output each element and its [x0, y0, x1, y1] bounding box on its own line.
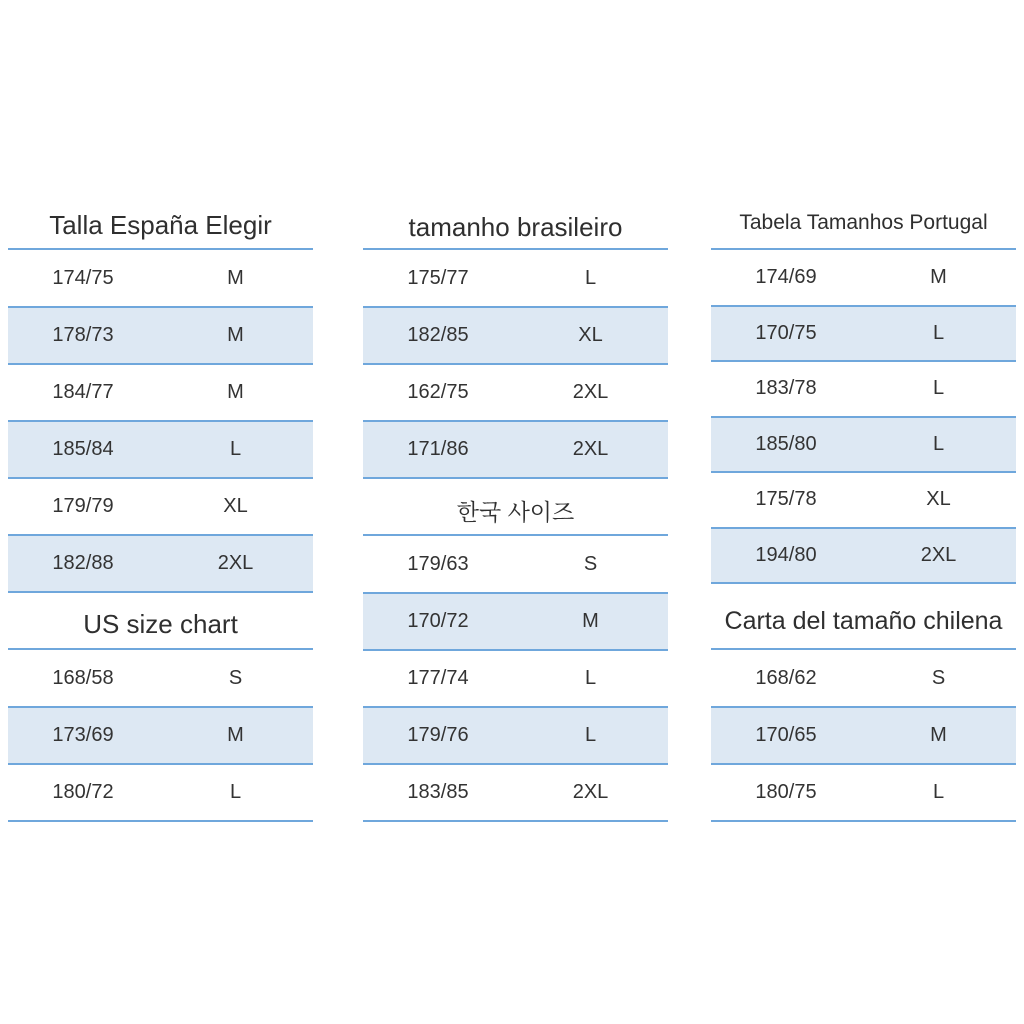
table-row [711, 708, 1016, 763]
size-cell: M [227, 324, 244, 346]
height-weight-cell: 168/58 [52, 667, 114, 689]
height-weight-cell: 183/78 [755, 377, 817, 400]
size-cell: XL [926, 488, 951, 511]
table-row [8, 765, 313, 820]
table-row [363, 308, 668, 363]
table-rule [363, 534, 668, 536]
table-row [8, 251, 313, 306]
height-weight-cell: 185/80 [755, 432, 817, 455]
size-cell: L [932, 321, 945, 344]
height-weight-cell: 168/62 [755, 667, 817, 689]
table-row [363, 765, 668, 820]
height-weight-cell: 185/84 [52, 438, 114, 460]
height-weight-cell: 174/69 [755, 266, 817, 289]
size-cell: S [931, 667, 946, 689]
height-weight-cell: 194/80 [755, 543, 817, 566]
table-title-korea: 한국 사이즈 [456, 499, 575, 525]
size-cell: 2XL [920, 543, 957, 566]
height-weight-cell: 170/65 [755, 724, 817, 746]
table-row [8, 365, 313, 420]
table-row [363, 251, 668, 306]
table-rule [711, 248, 1016, 250]
table-row [711, 529, 1016, 583]
height-weight-cell: 175/77 [407, 267, 469, 289]
height-weight-cell: 178/73 [52, 324, 114, 346]
table-row [363, 365, 668, 420]
table-row [711, 651, 1016, 706]
table-title-us: US size chart [83, 609, 238, 639]
height-weight-cell: 175/78 [755, 488, 817, 511]
size-cell: L [932, 781, 945, 803]
table-rule [363, 820, 668, 822]
size-cell: L [229, 781, 242, 803]
size-cell: L [584, 667, 597, 689]
height-weight-cell: 183/85 [407, 781, 469, 803]
table-title-spain: Talla España Elegir [49, 210, 272, 240]
size-cell: XL [578, 324, 603, 346]
table-rule [363, 248, 668, 250]
table-rule [8, 820, 313, 822]
size-cell: XL [223, 495, 248, 517]
height-weight-cell: 177/74 [407, 667, 469, 689]
table-row [711, 307, 1016, 361]
height-weight-cell: 171/86 [407, 438, 469, 460]
table-row [363, 422, 668, 477]
table-row [711, 765, 1016, 820]
table-row [711, 362, 1016, 416]
size-cell: L [229, 438, 242, 460]
table-rule [8, 648, 313, 650]
height-weight-cell: 162/75 [407, 381, 469, 403]
size-cell: 2XL [217, 552, 254, 574]
table-row [8, 708, 313, 763]
size-cell: L [584, 267, 597, 289]
table-row [8, 536, 313, 591]
size-cell: M [227, 381, 244, 403]
height-weight-cell: 182/88 [52, 552, 114, 574]
table-rule [8, 591, 313, 593]
table-row [8, 479, 313, 534]
table-row [8, 422, 313, 477]
table-rule [363, 477, 668, 479]
size-cell: M [227, 724, 244, 746]
size-cell: L [584, 724, 597, 746]
size-cell: L [932, 432, 945, 455]
height-weight-cell: 179/79 [52, 495, 114, 517]
size-cell: L [932, 377, 945, 400]
height-weight-cell: 184/77 [52, 381, 114, 403]
height-weight-cell: 180/75 [755, 781, 817, 803]
table-row [711, 251, 1016, 305]
size-cell: S [228, 667, 243, 689]
table-rule [711, 820, 1016, 822]
table-rule [711, 582, 1016, 584]
size-cell: M [227, 267, 244, 289]
table-title-brazil: tamanho brasileiro [408, 212, 623, 242]
height-weight-cell: 174/75 [52, 267, 114, 289]
table-row [363, 708, 668, 763]
table-title-chile: Carta del tamaño chilena [724, 607, 1003, 635]
height-weight-cell: 170/75 [755, 321, 817, 344]
table-row [363, 537, 668, 592]
height-weight-cell: 182/85 [407, 324, 469, 346]
height-weight-cell: 180/72 [52, 781, 114, 803]
table-rule [8, 248, 313, 250]
height-weight-cell: 179/63 [407, 553, 469, 575]
table-row [711, 418, 1016, 472]
height-weight-cell: 170/72 [407, 610, 469, 632]
table-row [711, 473, 1016, 527]
size-cell: 2XL [572, 781, 609, 803]
size-cell: M [930, 724, 947, 746]
size-cell: S [583, 553, 598, 575]
table-row [363, 651, 668, 706]
table-row [363, 594, 668, 649]
size-cell: 2XL [572, 438, 609, 460]
size-cell: M [930, 266, 947, 289]
size-cell: M [582, 610, 599, 632]
height-weight-cell: 173/69 [52, 724, 114, 746]
table-row [8, 651, 313, 706]
table-row [8, 308, 313, 363]
size-cell: 2XL [572, 381, 609, 403]
table-rule [711, 648, 1016, 650]
height-weight-cell: 179/76 [407, 724, 469, 746]
table-title-portugal: Tabela Tamanhos Portugal [739, 211, 988, 234]
